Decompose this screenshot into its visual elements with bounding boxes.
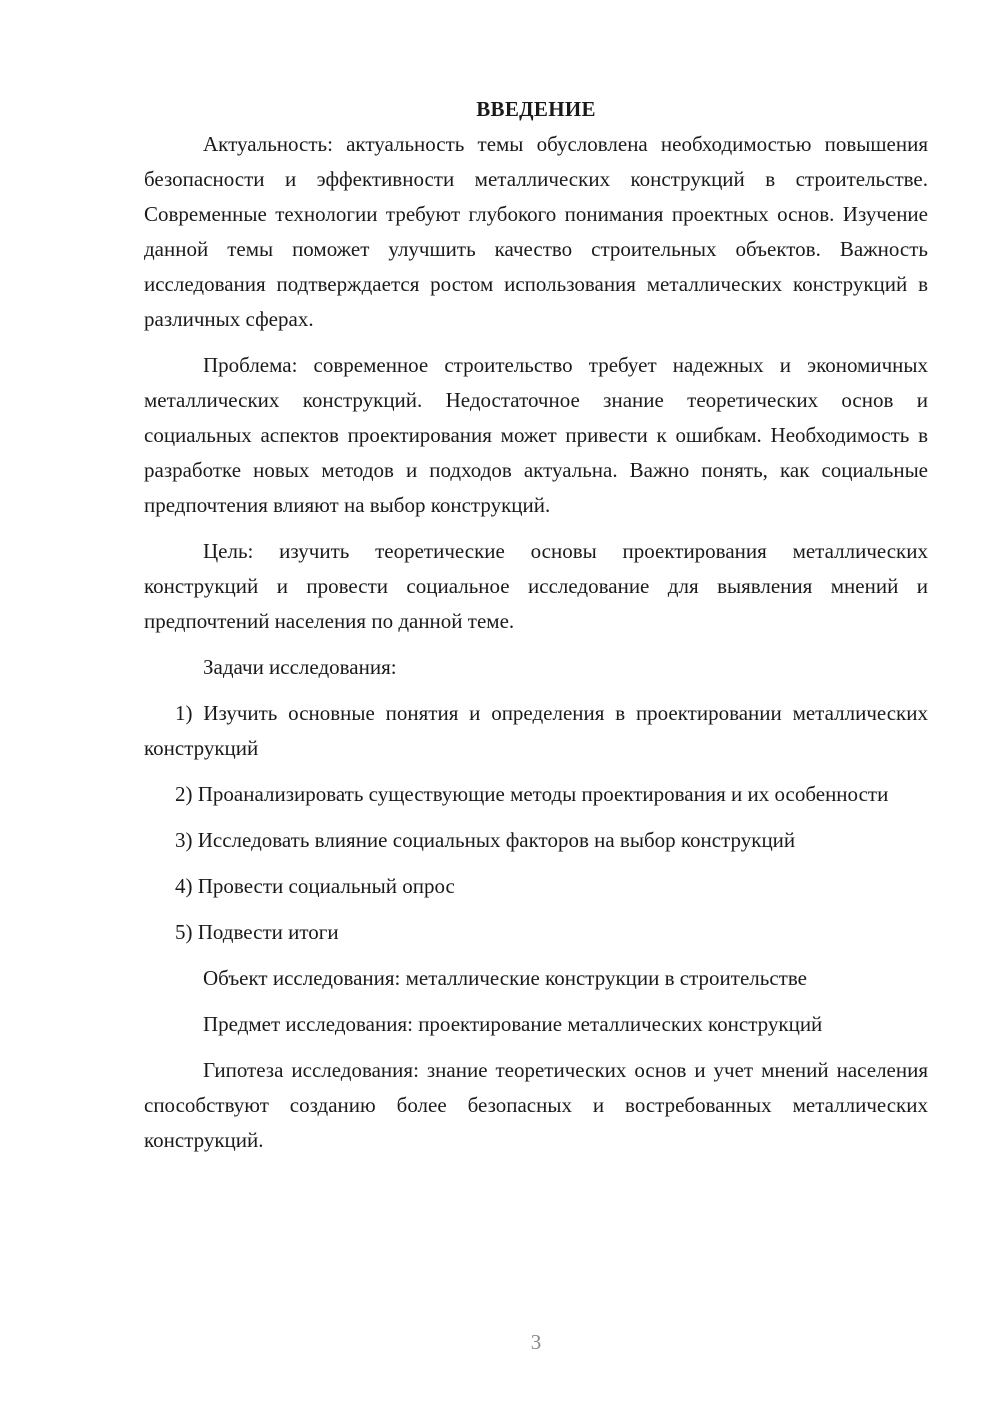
task-item-5: 5) Подвести итоги [175,920,339,944]
object-paragraph: Объект исследования: металлические конструкции в строительстве [203,966,807,990]
section-title: ВВЕДЕНИЕ [476,97,596,121]
problem-paragraph: Проблема: современное строительство требует надежных и экономичных металлических конструкций. Недостаточное знание теоретических основ и социальных аспектов проектирования может привести к ошибкам. Необходимость в разработке новых методов и подходов актуальна. Важно понять, как социальные предпочтения влияют на выбор конструкций. [144,353,928,517]
goal-paragraph: Цель: изучить теоретические основы проектирования металлических конструкций и провести социальное исследование для выявления мнений и предпочтений населения по данной теме. [144,539,928,633]
tasks-heading: Задачи исследования: [203,655,397,679]
subject-paragraph: Предмет исследования: проектирование металлических конструкций [203,1012,823,1036]
page-number: 3 [530,1330,542,1354]
relevance-paragraph: Актуальность: актуальность темы обусловлена необходимостью повышения безопасности и эффективности металлических конструкций в строительстве. Современные технологии требуют глубокого понимания проектных основ. Изучение данной темы поможет улучшить качество строительных объектов. Важность исследования подтверждается ростом использования металлических конструкций в различных сферах. [144,132,928,331]
task-item-1: 1) Изучить основные понятия и определения в проектировании металлических конструкций [144,701,928,760]
hypothesis-paragraph: Гипотеза исследования: знание теоретических основ и учет мнений населения способствуют созданию более безопасных и востребованных металлических конструкций. [144,1058,928,1152]
task-item-2: 2) Проанализировать существующие методы проектирования и их особенности [175,782,889,806]
document-page [144,92,928,1169]
task-item-4: 4) Провести социальный опрос [175,874,455,898]
task-item-3: 3) Исследовать влияние социальных факторов на выбор конструкций [175,828,796,852]
